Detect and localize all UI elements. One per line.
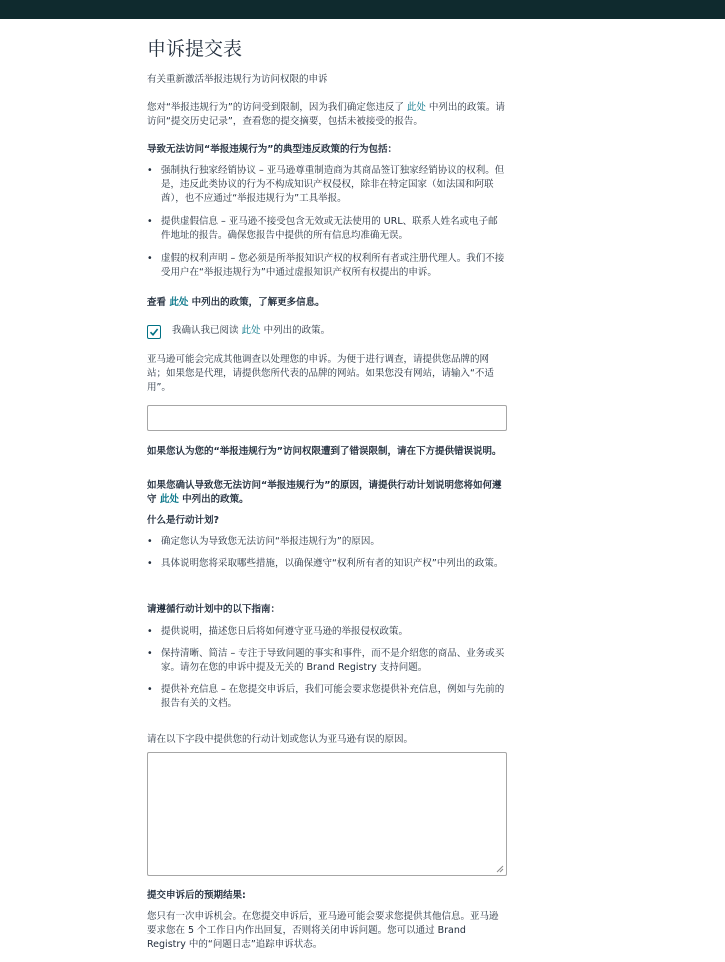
top-navigation-bar — [0, 0, 725, 19]
list-item: • 提供说明，描述您日后将如何遵守亚马逊的举报侵权政策。 — [147, 625, 507, 639]
list-item: • 提供虚假信息 – 亚马逊不接受包含无效或无法使用的 URL、联系人姓名或电子邮件地址的报告。确保您报告中提供的所有信息均准确无误。 — [147, 215, 507, 243]
page-subtitle: 有关重新激活举报违规行为访问权限的申诉 — [147, 74, 328, 85]
policy-link[interactable]: 此处 — [169, 297, 189, 308]
action-note: 如果您确认导致您无法访问“举报违规行为”的原因，请提供行动计划说明您将如何遵守 此处 中列出的政策。 — [147, 480, 502, 505]
resize-grip-icon[interactable] — [496, 865, 504, 873]
reason-textarea[interactable] — [147, 752, 507, 876]
guidelines-heading: 请遵循行动计划中的以下指南： — [147, 604, 281, 615]
outcome-heading: 提交申诉后的预期结果: — [147, 890, 246, 901]
confirm-label: 我确认我已阅读 此处 中列出的政策。 — [172, 325, 331, 336]
website-prompt: 亚马逊可能会完成其他调查以处理您的申诉。为便于进行调查，请提供您品牌的网站；如果您是代理，请提供您所代表的品牌的网站。如果您没有网站，请输入“不适用”。 — [147, 354, 494, 393]
check-icon — [149, 327, 159, 337]
plan-list — [147, 535, 507, 571]
reason-prompt: 请在以下字段中提供您的行动计划或您认为亚马逊有误的原因。 — [147, 734, 414, 745]
plan-heading: 什么是行动计划? — [147, 515, 220, 526]
policy-link[interactable]: 此处 — [159, 494, 179, 505]
error-note: 如果您认为您的“举报违规行为”访问权限遭到了错误限制，请在下方提供错误说明。 — [147, 446, 502, 457]
intro-text: 您对“举报违规行为”的访问受到限制，因为我们确定您违反了 此处 中列出的政策。请访问“提交历史记录”，查看您的提交摘要，包括未被接受的报告。 — [147, 102, 505, 127]
policy-link[interactable]: 此处 — [241, 325, 261, 336]
website-input[interactable] — [147, 405, 507, 431]
appeal-form — [147, 36, 507, 950]
list-item: • 提供补充信息 – 在您提交申诉后，我们可能会要求您提供补充信息，例如与先前的报告有关的文档。 — [147, 683, 507, 711]
violations-heading: 导致无法访问“举报违规行为”的典型违反政策的行为包括： — [147, 144, 397, 155]
policy-link[interactable]: 此处 — [406, 102, 426, 113]
outcome-text: 您只有一次申诉机会。在您提交申诉后，亚马逊可能会要求您提供其他信息。亚马逊要求您在 5 个工作日内作出回复，否则将关闭申诉问题。您可以通过 Brand Registry 中的“问题日志”追踪申诉状态。 — [147, 911, 499, 950]
list-item: • 保持清晰、简洁 – 专注于导致问题的事实和事件，而不是介绍您的商品、业务或买家。请勿在您的申诉中提及无关的 Brand Registry 支持问题。 — [147, 647, 507, 675]
list-item: • 具体说明您将采取哪些措施，以确保遵守“权利所有者的知识产权”中列出的政策。 — [147, 557, 507, 571]
confirm-checkbox[interactable] — [147, 325, 161, 339]
guidelines-list — [147, 625, 507, 711]
violations-list — [147, 164, 507, 280]
list-item: • 确定您认为导致您无法访问“举报违规行为”的原因。 — [147, 535, 507, 549]
page-title: 申诉提交表 — [147, 38, 243, 60]
list-item: • 虚假的权利声明 – 您必须是所举报知识产权的权利所有者或注册代理人。我们不接受用户在“举报违规行为”中通过虚报知识产权所有权提出的申诉。 — [147, 252, 507, 280]
policy-note: 查看 此处 中列出的政策，了解更多信息。 — [147, 297, 325, 308]
list-item: • 强制执行独家经销协议 – 亚马逊尊重制造商为其商品签订独家经销协议的权利。但是，违反此类协议的行为不构成知识产权侵权，除非在特定国家（如法国和阿联酋），也不应通过“举报违规行为”工具举报。 — [147, 164, 507, 206]
